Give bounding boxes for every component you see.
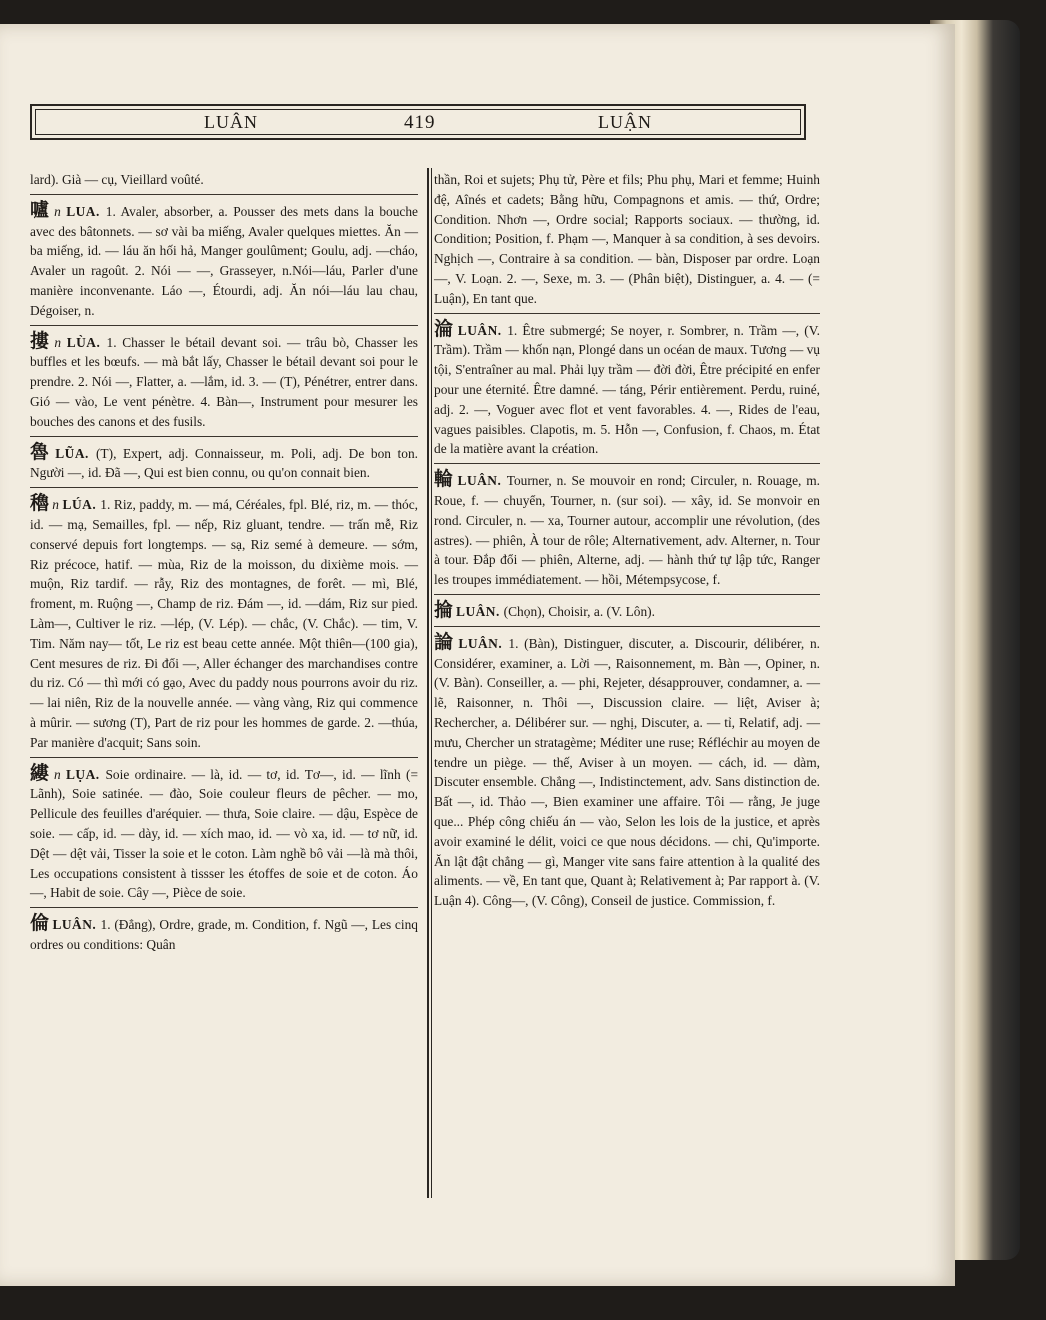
dictionary-entry (434, 633, 820, 911)
definition-text: 1. Être submergé; Se noyer, r. Sombrer, n. Trầm —, (V. Trầm). Trầm — khốn nạn, Plongé dans un océan de maux. Tương — vụ tội, S'entraîner au mal. Phải lụy trầm — đời đời, Être précipité en enfer pour une éternité. Être damné. — táng, Périr entièrement. Perdu, ruiné, adj. 2. —, Voguer avec flot et vent favorables. 4. —, Rides de l'eau, vagues paisibles. Clapotis, m. 5. Hỗn —, Confusion, f. Chaos, m. État de la matière avant la création. (434, 322, 820, 457)
definition-text: 1. Riz, paddy, m. — má, Céréales, fpl. Blé, riz, m. — thóc, id. — mạ, Semailles, fpl. — nếp, Riz gluant, tendre. — trấn mễ, Riz conservé depuis fort longtemps. — sạ, Riz semé à demeure. — sớm, Riz précoce, hatif. — mùa, Riz de la moisson, du dixième mois. — muộn, Riz tardif. — rẫy, Riz des montagnes, de forêt. — mì, Blé, froment, m. Ruộng —, Champ de riz. Đám —, id. —dám, Riz sur pied. Làm—, Cultiver le riz. —lép, (V. Lép). — chắc, (V. Chắc). — tim, V. Tim. Năm nay— tốt, Le riz est beau cette année. Một thiên—(100 gia), Cent mesures de riz. Đi đổi —, Aller échanger des marchandises contre du riz. Có — thì mới có gạo, Avec du paddy nous pourrons avoir du riz. — lai niên, Riz de la nouvelle année. — vàng vàng, Riz qui commence à mûrir. — sương (T), Part de riz pour les hommes de garde. 2. —thúa, Par manière d'acquit; Sans soin. (30, 497, 419, 750)
chinese-character: 掄 (434, 599, 454, 621)
dictionary-entry (30, 332, 418, 432)
chinese-character: 摟 (30, 330, 52, 352)
page-number: 419 (404, 112, 436, 133)
headword: LÙA. (66, 334, 107, 350)
entry-separator (30, 194, 418, 195)
headword: LUÂN. (457, 322, 508, 338)
column-divider (427, 168, 429, 1198)
entry-separator (30, 907, 418, 908)
dictionary-entry (434, 601, 820, 622)
chinese-character: 倫 (30, 913, 50, 935)
headword: LŨA. (55, 445, 96, 461)
part-of-speech: n (52, 497, 63, 513)
definition-text: 1. Avaler, absorber, a. Pousser des mets dans la bouche avec des bâtonnets. — sơ vài ba miếng, Avaler quelques miettes. Ăn —ba miếng, id. — láu ăn hối hả, Manger goulûment; Goulu, adj. —cháo, Avaler un ragoût. 2. Nói — —, Grasseyer, n.Nói—láu, Parler d'une manière inconvenante. Láo —, Étourdi, adj. Ăn nói—láu lau chau, Dégoiser, n. (30, 203, 418, 318)
part-of-speech: n (54, 334, 67, 350)
definition-text: lard). Già — cụ, Vieillard voûté. (30, 172, 204, 187)
dictionary-entry (30, 914, 418, 955)
definition-text: 1. (Đẳng), Ordre, grade, m. Condition, f. Ngũ —, Les cinq ordres ou conditions: Quân (30, 917, 418, 952)
headword: LUÂN. (456, 603, 504, 619)
left-column (30, 170, 418, 955)
entry-separator (434, 626, 820, 627)
dictionary-entry (30, 443, 418, 484)
chinese-character: 嚧 (30, 199, 52, 221)
entry-continuation (30, 170, 418, 190)
dictionary-entry (30, 494, 418, 752)
entry-continuation (434, 170, 820, 309)
definition-text: 1. (Bàn), Distinguer, discuter, a. Discourir, délibérer, n. Considérer, examiner, a. Lời —, Raisonnement, m. Bàn —, Opiner, n. (V. Bàn). Conseiller, a. — phi, Rejeter, désapprouver, condamner, a. — lẽ, Raisonner, n. Thôi —, Discussion claire. — liệt, Aviser à; Rechercher, a. Délibérer sur. — nghị, Discuter, a. — tỉ, Relatif, adj. — mưu, Chercher un stratagème; Méditer une ruse; Réfléchir au moyen de tendre un piège. — thế, Aviser à un moyen. — cách, id. — dàm, Discuter ensemble. Chẳng —, Indistinctement, adv. Sans distinction de. Bất —, id. Thảo —, Bien examiner une affaire. Tôi — rằng, Je juge que... Phép công chiếu án — vào, Selon les lois de la justice, et après avoir examiné le délit, voici ce que nous décidons. — chi, Qu'importe. Ăn lật đật chẳng — gì, Manger vite sans faire attention à la qualité des aliments. — về, En tant que, Quant à; Relativement à; Par rapport à. (V. Luận 4). Công—, (V. Công), Conseil de justice. Commission, f. (434, 635, 820, 909)
headword: LUÂN. (458, 635, 509, 651)
definition-text: (Chọn), Choisir, a. (V. Lôn). (503, 603, 655, 619)
dictionary-entry (30, 764, 418, 904)
dictionary-entry (30, 201, 418, 321)
chinese-character: 輪 (434, 469, 455, 491)
chinese-character: 魯 (30, 441, 53, 463)
headword: LUÂN. (52, 917, 101, 933)
dictionary-entry (434, 320, 820, 460)
header-right-word: LUẬN (598, 112, 652, 132)
definition-text: 1. Chasser le bétail devant soi. — trâu bò, Chasser les buffles et les bœufs. — mà bắt lấy, Chasser le bétail devant soi pour le prendre. 2. Nói —, Flatter, a. —lắm, id. 3. — (T), Pénétrer, entrer dans. Gió — vào, Le vent pénètre. 4. Bàn—, Instrument pour mesurer les bouches des canons et des fusils. (30, 334, 418, 429)
chinese-character: 淪 (434, 318, 455, 340)
right-column (434, 170, 820, 911)
chinese-character: 穭 (30, 493, 50, 515)
entry-separator (434, 313, 820, 314)
entry-separator (434, 594, 820, 595)
definition-text: (T), Expert, adj. Connaisseur, m. Poli, adj. De bon ton. Người —, id. Đã —, Qui est bien connu, ou qu'on connait bien. (30, 445, 418, 481)
part-of-speech: n (53, 766, 66, 782)
headword: LUA. (66, 203, 106, 219)
entry-separator (30, 757, 418, 758)
chinese-character: 縷 (30, 762, 51, 784)
header-left-word: LUÂN (204, 112, 258, 132)
part-of-speech: n (54, 203, 67, 219)
entry-separator (30, 436, 418, 437)
headword: LUÂN. (457, 473, 507, 489)
entry-separator (434, 463, 820, 464)
chinese-character: 論 (434, 631, 456, 653)
headword: LÚA. (62, 497, 101, 513)
entry-separator (30, 325, 418, 326)
headword: LỤA. (66, 766, 106, 782)
definition-text: Tourner, n. Se mouvoir en rond; Circuler, n. Rouage, m. Roue, f. — chuyển, Tourner, n. (sur soi). — xây, id. Se monvoir en rond. Circuler, n. — xa, Tourner autour, accomplir une révolution, (des astres). — phiên, À tour de rôle; Alternativement, adv. Alterner, n. Tour à tour. Đắp đổi — phiên, Alterne, adj. — hành thứ tự lập tức, Ranger les troupes immédiatement. — hồi, Métempsycose, f. (434, 473, 820, 588)
dictionary-entry (434, 470, 820, 590)
running-header (30, 104, 806, 140)
definition-text: thần, Roi et sujets; Phụ tử, Père et fils; Phu phụ, Mari et femme; Huinh đệ, Aînés et cadets; Bằng hữu, Compagnons et amis. — thứ, Ordre; Condition. Nhơn —, Ordre social; Rapports sociaux. — thường, id. Condition; Position, f. Phạm —, Manquer à sa condition, à ses devoirs. Nghịch —, Contraire à sa condition. — bàn, Disposer par ordre. Loạn —, V. Loạn. 2. —, Sexe, m. 3. — (Phân biệt), Distinguer, a. 4. — (= Luận), En tant que. (434, 172, 820, 306)
definition-text: Soie ordinaire. — là, id. — tơ, id. Tơ—, id. — lĩnh (= Lãnh), Soie satinée. — đào, Soie couleur fleurs de pêcher. — mo, Pellicule des feuilles d'aréquier. — thưa, Soie claire. — dậu, Espèce de soie. — cấp, id. — dày, id. — xích mao, id. — vò xa, id. — tơ nữ, id. Dệt — dệt vải, Tisser la soie et le coton. Làm nghề bô vải —là mà thôi, Les occupations consistent à tissser les étoffes de soie et de coton. Áo —, Habit de soie. Cây —, Pièce de soie. (30, 766, 418, 901)
entry-separator (30, 487, 418, 488)
